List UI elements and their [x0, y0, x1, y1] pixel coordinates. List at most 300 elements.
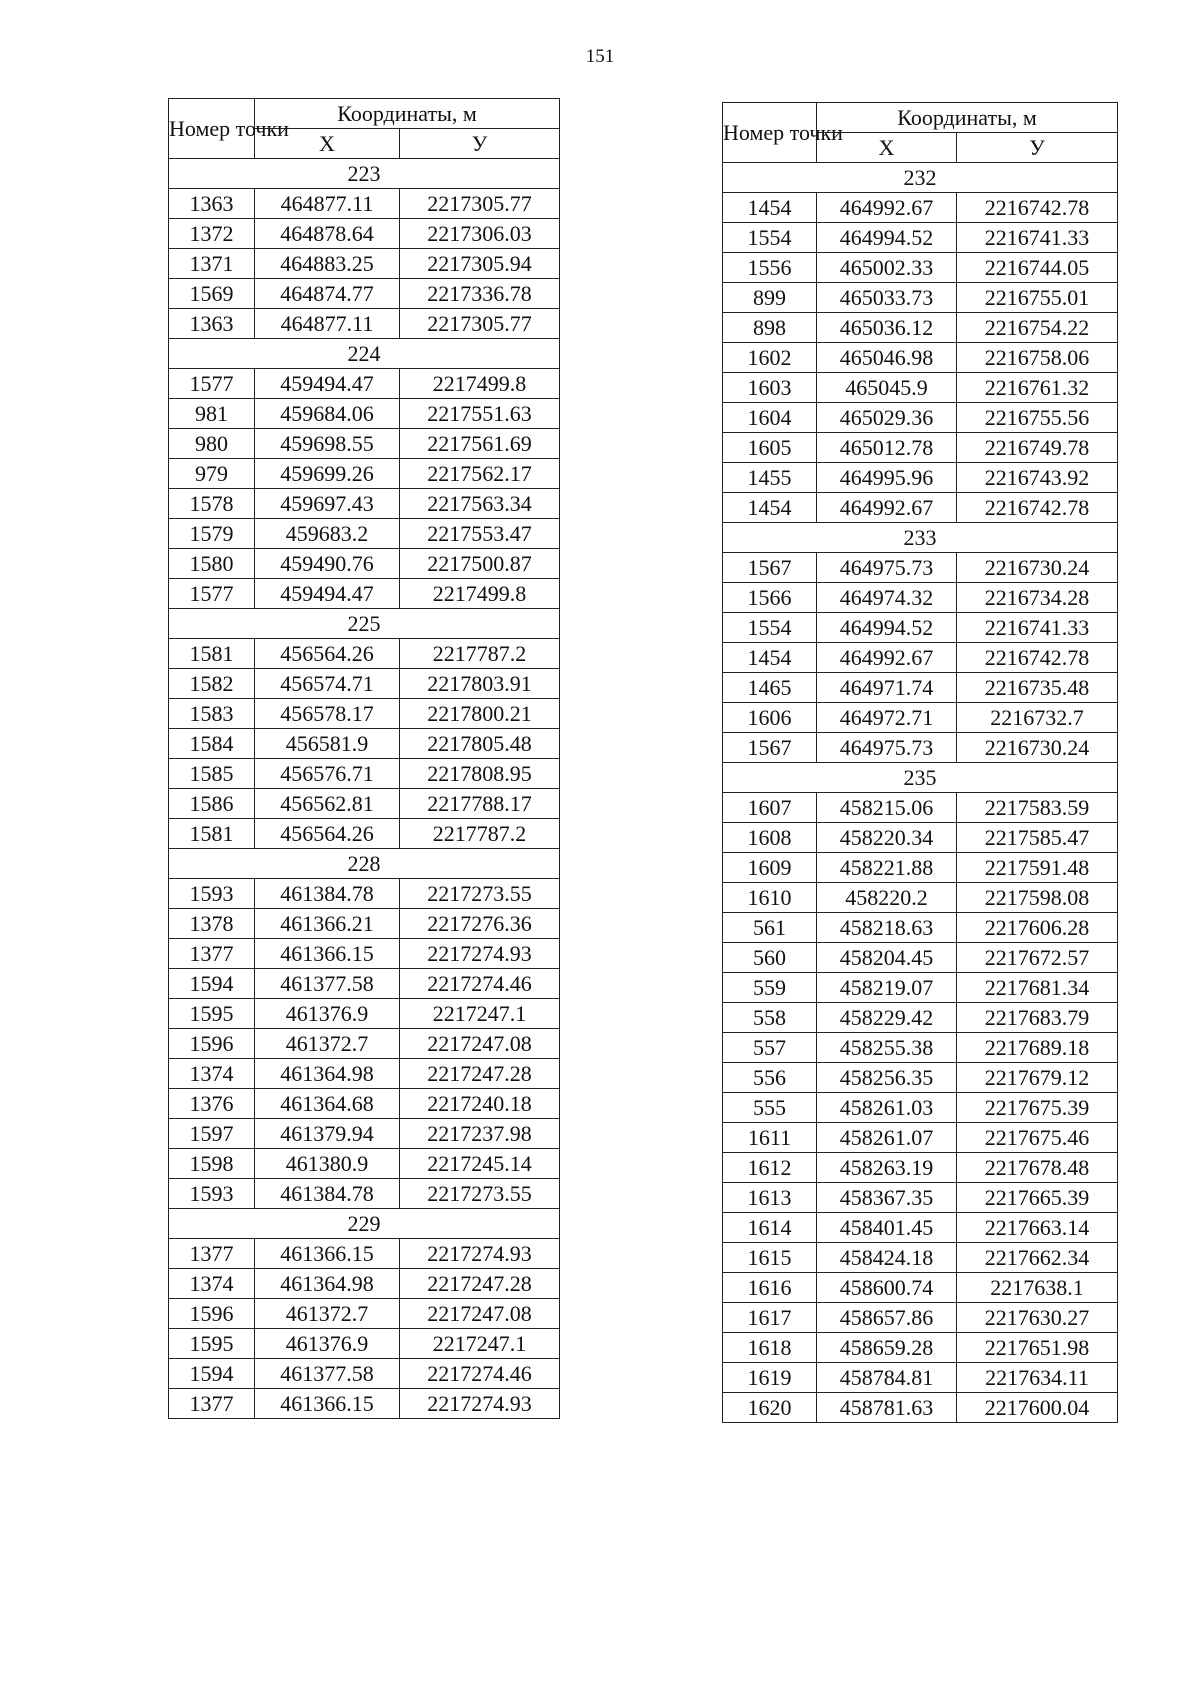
- point-number-cell: 1374: [169, 1269, 255, 1299]
- y-coordinate-cell: 2217274.46: [400, 969, 560, 999]
- point-number-cell: 1465: [723, 673, 817, 703]
- y-coordinate-cell: 2217499.8: [400, 369, 560, 399]
- table-row: [723, 1093, 1118, 1123]
- y-coordinate-cell: 2217598.08: [957, 883, 1118, 913]
- section-row: [723, 763, 1118, 793]
- table-row: [723, 403, 1118, 433]
- y-coordinate-cell: 2217247.1: [400, 1329, 560, 1359]
- y-coordinate-cell: 2217808.95: [400, 759, 560, 789]
- point-number-cell: 1594: [169, 1359, 255, 1389]
- y-header: У: [957, 133, 1118, 163]
- x-coordinate-cell: 459684.06: [255, 399, 400, 429]
- y-coordinate-cell: 2217247.08: [400, 1299, 560, 1329]
- table-row: [169, 1299, 560, 1329]
- section-number: 225: [169, 609, 560, 639]
- table-row: [723, 643, 1118, 673]
- y-coordinate-cell: 2217245.14: [400, 1149, 560, 1179]
- y-coordinate-cell: 2216741.33: [957, 613, 1118, 643]
- table-row: [723, 493, 1118, 523]
- x-coordinate-cell: 461364.68: [255, 1089, 400, 1119]
- point-number-cell: 558: [723, 1003, 817, 1033]
- table-row: [169, 1089, 560, 1119]
- point-number-cell: 1577: [169, 579, 255, 609]
- y-coordinate-cell: 2216749.78: [957, 433, 1118, 463]
- x-coordinate-cell: 464975.73: [817, 553, 957, 583]
- table-row: [169, 1179, 560, 1209]
- y-coordinate-cell: 2217805.48: [400, 729, 560, 759]
- table-row: [169, 459, 560, 489]
- y-coordinate-cell: 2217665.39: [957, 1183, 1118, 1213]
- table-row: [169, 879, 560, 909]
- x-coordinate-cell: 459699.26: [255, 459, 400, 489]
- point-number-cell: 1578: [169, 489, 255, 519]
- x-coordinate-cell: 458600.74: [817, 1273, 957, 1303]
- table-row: [723, 253, 1118, 283]
- x-coordinate-cell: 458218.63: [817, 913, 957, 943]
- table-row: [723, 1183, 1118, 1213]
- y-coordinate-cell: 2216741.33: [957, 223, 1118, 253]
- point-number-cell: 1596: [169, 1029, 255, 1059]
- point-number-cell: 1593: [169, 879, 255, 909]
- y-coordinate-cell: 2216755.56: [957, 403, 1118, 433]
- x-coordinate-cell: 465046.98: [817, 343, 957, 373]
- point-number-cell: 1582: [169, 669, 255, 699]
- table-row: [169, 999, 560, 1029]
- y-coordinate-cell: 2216742.78: [957, 493, 1118, 523]
- table-row: [169, 429, 560, 459]
- x-coordinate-cell: 458204.45: [817, 943, 957, 973]
- x-coordinate-cell: 464883.25: [255, 249, 400, 279]
- x-coordinate-cell: 464974.32: [817, 583, 957, 613]
- section-number: 233: [723, 523, 1118, 553]
- y-coordinate-cell: 2217562.17: [400, 459, 560, 489]
- y-coordinate-cell: 2217247.28: [400, 1269, 560, 1299]
- table-row: [169, 1029, 560, 1059]
- table-row: [169, 369, 560, 399]
- x-coordinate-cell: 459490.76: [255, 549, 400, 579]
- table-row: [723, 583, 1118, 613]
- x-coordinate-cell: 456581.9: [255, 729, 400, 759]
- x-coordinate-cell: 456576.71: [255, 759, 400, 789]
- point-number-cell: 1372: [169, 219, 255, 249]
- point-number-cell: 1586: [169, 789, 255, 819]
- y-coordinate-cell: 2216734.28: [957, 583, 1118, 613]
- point-number-cell: 1596: [169, 1299, 255, 1329]
- x-coordinate-cell: 461380.9: [255, 1149, 400, 1179]
- table-row: [723, 1213, 1118, 1243]
- x-coordinate-cell: 458784.81: [817, 1363, 957, 1393]
- table-row: [723, 913, 1118, 943]
- point-number-cell: 1363: [169, 189, 255, 219]
- x-coordinate-cell: 465029.36: [817, 403, 957, 433]
- point-number-cell: 1584: [169, 729, 255, 759]
- section-row: [723, 523, 1118, 553]
- x-coordinate-cell: 458367.35: [817, 1183, 957, 1213]
- y-coordinate-cell: 2217273.55: [400, 1179, 560, 1209]
- y-coordinate-cell: 2217563.34: [400, 489, 560, 519]
- section-row: [169, 609, 560, 639]
- table-body: [723, 163, 1118, 1423]
- y-coordinate-cell: 2217274.93: [400, 1239, 560, 1269]
- x-coordinate-cell: 459698.55: [255, 429, 400, 459]
- x-coordinate-cell: 458781.63: [817, 1393, 957, 1423]
- x-coordinate-cell: 461376.9: [255, 1329, 400, 1359]
- table-row: [723, 613, 1118, 643]
- table-row: [723, 1393, 1118, 1423]
- y-coordinate-cell: 2217274.93: [400, 939, 560, 969]
- point-number-header: Номер точки: [723, 103, 817, 163]
- point-number-cell: 1569: [169, 279, 255, 309]
- y-coordinate-cell: 2216743.92: [957, 463, 1118, 493]
- point-number-cell: 1597: [169, 1119, 255, 1149]
- x-coordinate-cell: 465045.9: [817, 373, 957, 403]
- x-coordinate-cell: 459494.47: [255, 579, 400, 609]
- point-number-cell: 899: [723, 283, 817, 313]
- table-row: [169, 729, 560, 759]
- y-coordinate-cell: 2216742.78: [957, 193, 1118, 223]
- point-number-cell: 1577: [169, 369, 255, 399]
- x-coordinate-cell: 461372.7: [255, 1029, 400, 1059]
- point-number-cell: 1603: [723, 373, 817, 403]
- point-number-cell: 1602: [723, 343, 817, 373]
- table-row: [169, 1329, 560, 1359]
- point-number-cell: 1613: [723, 1183, 817, 1213]
- point-number-cell: 1593: [169, 1179, 255, 1209]
- x-coordinate-cell: 465036.12: [817, 313, 957, 343]
- y-coordinate-cell: 2217663.14: [957, 1213, 1118, 1243]
- table-row: [169, 519, 560, 549]
- coordinates-table-right: [722, 102, 1118, 1423]
- x-coordinate-cell: 461379.94: [255, 1119, 400, 1149]
- table-row: [169, 489, 560, 519]
- x-coordinate-cell: 458659.28: [817, 1333, 957, 1363]
- point-number-cell: 559: [723, 973, 817, 1003]
- coordinates-header: Координаты, м: [255, 99, 560, 129]
- table-row: [169, 1359, 560, 1389]
- point-number-cell: 1604: [723, 403, 817, 433]
- table-row: [723, 1273, 1118, 1303]
- x-coordinate-cell: 458261.07: [817, 1123, 957, 1153]
- table-row: [723, 433, 1118, 463]
- table-row: [723, 1243, 1118, 1273]
- table-row: [169, 279, 560, 309]
- table-row: [169, 909, 560, 939]
- x-coordinate-cell: 458657.86: [817, 1303, 957, 1333]
- table-row: [169, 639, 560, 669]
- point-number-cell: 979: [169, 459, 255, 489]
- y-coordinate-cell: 2217247.28: [400, 1059, 560, 1089]
- x-coordinate-cell: 461376.9: [255, 999, 400, 1029]
- point-number-cell: 1609: [723, 853, 817, 883]
- x-coordinate-cell: 459697.43: [255, 489, 400, 519]
- y-coordinate-cell: 2217803.91: [400, 669, 560, 699]
- section-number: 232: [723, 163, 1118, 193]
- section-number: 229: [169, 1209, 560, 1239]
- table-row: [723, 373, 1118, 403]
- y-coordinate-cell: 2216761.32: [957, 373, 1118, 403]
- x-coordinate-cell: 464975.73: [817, 733, 957, 763]
- point-number-cell: 1611: [723, 1123, 817, 1153]
- table-row: [169, 399, 560, 429]
- x-coordinate-cell: 458215.06: [817, 793, 957, 823]
- table-row: [723, 1123, 1118, 1153]
- y-coordinate-cell: 2217305.77: [400, 309, 560, 339]
- y-coordinate-cell: 2216742.78: [957, 643, 1118, 673]
- section-number: 223: [169, 159, 560, 189]
- point-number-cell: 1554: [723, 223, 817, 253]
- table-row: [169, 669, 560, 699]
- point-number-cell: 1595: [169, 1329, 255, 1359]
- table-row: [723, 283, 1118, 313]
- x-coordinate-cell: 458256.35: [817, 1063, 957, 1093]
- table-row: [169, 1239, 560, 1269]
- coordinates-table-left: [168, 98, 560, 1419]
- table-row: [169, 1389, 560, 1419]
- y-coordinate-cell: 2216735.48: [957, 673, 1118, 703]
- point-number-cell: 898: [723, 313, 817, 343]
- x-coordinate-cell: 458219.07: [817, 973, 957, 1003]
- table-row: [723, 673, 1118, 703]
- point-number-cell: 1371: [169, 249, 255, 279]
- point-number-cell: 1376: [169, 1089, 255, 1119]
- table-row: [169, 789, 560, 819]
- y-coordinate-cell: 2217553.47: [400, 519, 560, 549]
- y-coordinate-cell: 2217237.98: [400, 1119, 560, 1149]
- table-row: [723, 1333, 1118, 1363]
- y-coordinate-cell: 2217675.46: [957, 1123, 1118, 1153]
- table-row: [169, 189, 560, 219]
- y-coordinate-cell: 2217306.03: [400, 219, 560, 249]
- y-coordinate-cell: 2217585.47: [957, 823, 1118, 853]
- x-coordinate-cell: 461366.21: [255, 909, 400, 939]
- x-coordinate-cell: 458255.38: [817, 1033, 957, 1063]
- x-coordinate-cell: 458261.03: [817, 1093, 957, 1123]
- point-number-cell: 1378: [169, 909, 255, 939]
- table-row: [169, 309, 560, 339]
- x-coordinate-cell: 464971.74: [817, 673, 957, 703]
- x-coordinate-cell: 456564.26: [255, 819, 400, 849]
- point-number-cell: 1579: [169, 519, 255, 549]
- y-coordinate-cell: 2217634.11: [957, 1363, 1118, 1393]
- x-coordinate-cell: 456564.26: [255, 639, 400, 669]
- section-number: 228: [169, 849, 560, 879]
- y-coordinate-cell: 2217787.2: [400, 819, 560, 849]
- y-coordinate-cell: 2217651.98: [957, 1333, 1118, 1363]
- point-number-cell: 1617: [723, 1303, 817, 1333]
- y-coordinate-cell: 2217247.1: [400, 999, 560, 1029]
- table-row: [169, 1149, 560, 1179]
- x-coordinate-cell: 461366.15: [255, 939, 400, 969]
- point-number-cell: 1616: [723, 1273, 817, 1303]
- y-coordinate-cell: 2217336.78: [400, 279, 560, 309]
- table-row: [169, 549, 560, 579]
- x-coordinate-cell: 456578.17: [255, 699, 400, 729]
- x-coordinate-cell: 461366.15: [255, 1389, 400, 1419]
- table-row: [723, 883, 1118, 913]
- point-number-cell: 1614: [723, 1213, 817, 1243]
- x-coordinate-cell: 459494.47: [255, 369, 400, 399]
- y-coordinate-cell: 2217689.18: [957, 1033, 1118, 1063]
- table-row: [723, 553, 1118, 583]
- point-number-cell: 1612: [723, 1153, 817, 1183]
- y-coordinate-cell: 2216755.01: [957, 283, 1118, 313]
- x-coordinate-cell: 456562.81: [255, 789, 400, 819]
- table-row: [169, 1059, 560, 1089]
- table-row: [723, 703, 1118, 733]
- point-number-cell: 1620: [723, 1393, 817, 1423]
- table-row: [723, 853, 1118, 883]
- y-coordinate-cell: 2217675.39: [957, 1093, 1118, 1123]
- point-number-cell: 1615: [723, 1243, 817, 1273]
- x-coordinate-cell: 464992.67: [817, 193, 957, 223]
- point-number-cell: 1581: [169, 819, 255, 849]
- section-row: [169, 1209, 560, 1239]
- table-row: [169, 969, 560, 999]
- x-coordinate-cell: 458263.19: [817, 1153, 957, 1183]
- point-number-cell: 1455: [723, 463, 817, 493]
- point-number-cell: 1583: [169, 699, 255, 729]
- table-row: [723, 1063, 1118, 1093]
- point-number-cell: 1377: [169, 1389, 255, 1419]
- x-coordinate-cell: 464877.11: [255, 309, 400, 339]
- x-coordinate-cell: 461364.98: [255, 1269, 400, 1299]
- x-coordinate-cell: 461364.98: [255, 1059, 400, 1089]
- table-row: [723, 1363, 1118, 1393]
- x-coordinate-cell: 458220.2: [817, 883, 957, 913]
- x-coordinate-cell: 464874.77: [255, 279, 400, 309]
- point-number-cell: 1607: [723, 793, 817, 823]
- y-coordinate-cell: 2217800.21: [400, 699, 560, 729]
- table-row: [723, 1153, 1118, 1183]
- table-row: [169, 819, 560, 849]
- point-number-cell: 1374: [169, 1059, 255, 1089]
- x-coordinate-cell: 464877.11: [255, 189, 400, 219]
- x-coordinate-cell: 465033.73: [817, 283, 957, 313]
- table-row: [169, 939, 560, 969]
- point-number-cell: 1608: [723, 823, 817, 853]
- point-number-cell: 1567: [723, 553, 817, 583]
- table-row: [723, 943, 1118, 973]
- y-coordinate-cell: 2217591.48: [957, 853, 1118, 883]
- y-coordinate-cell: 2217600.04: [957, 1393, 1118, 1423]
- point-number-cell: 556: [723, 1063, 817, 1093]
- table-row: [723, 1003, 1118, 1033]
- point-number-cell: 1567: [723, 733, 817, 763]
- y-coordinate-cell: 2217787.2: [400, 639, 560, 669]
- y-coordinate-cell: 2217681.34: [957, 973, 1118, 1003]
- point-number-cell: 1554: [723, 613, 817, 643]
- x-coordinate-cell: 461377.58: [255, 969, 400, 999]
- x-coordinate-cell: 461384.78: [255, 1179, 400, 1209]
- y-coordinate-cell: 2217240.18: [400, 1089, 560, 1119]
- table-row: [723, 1033, 1118, 1063]
- y-coordinate-cell: 2217499.8: [400, 579, 560, 609]
- y-coordinate-cell: 2217630.27: [957, 1303, 1118, 1333]
- point-number-cell: 1610: [723, 883, 817, 913]
- x-coordinate-cell: 465002.33: [817, 253, 957, 283]
- point-number-cell: 1585: [169, 759, 255, 789]
- y-coordinate-cell: 2216732.7: [957, 703, 1118, 733]
- y-coordinate-cell: 2217247.08: [400, 1029, 560, 1059]
- table-row: [723, 223, 1118, 253]
- x-coordinate-cell: 456574.71: [255, 669, 400, 699]
- y-coordinate-cell: 2217273.55: [400, 879, 560, 909]
- point-number-cell: 1454: [723, 493, 817, 523]
- table-row: [723, 313, 1118, 343]
- y-coordinate-cell: 2216758.06: [957, 343, 1118, 373]
- x-coordinate-cell: 458229.42: [817, 1003, 957, 1033]
- y-coordinate-cell: 2217606.28: [957, 913, 1118, 943]
- x-coordinate-cell: 464992.67: [817, 643, 957, 673]
- point-number-cell: 1618: [723, 1333, 817, 1363]
- table-row: [723, 823, 1118, 853]
- section-row: [169, 849, 560, 879]
- table-row: [723, 463, 1118, 493]
- y-coordinate-cell: 2217305.94: [400, 249, 560, 279]
- section-row: [169, 339, 560, 369]
- x-coordinate-cell: 464878.64: [255, 219, 400, 249]
- table-row: [169, 249, 560, 279]
- point-number-cell: 1556: [723, 253, 817, 283]
- x-coordinate-cell: 461384.78: [255, 879, 400, 909]
- coordinates-header: Координаты, м: [817, 103, 1118, 133]
- y-coordinate-cell: 2217274.93: [400, 1389, 560, 1419]
- y-coordinate-cell: 2217638.1: [957, 1273, 1118, 1303]
- x-coordinate-cell: 461372.7: [255, 1299, 400, 1329]
- point-number-cell: 1581: [169, 639, 255, 669]
- y-coordinate-cell: 2217583.59: [957, 793, 1118, 823]
- point-number-cell: 1605: [723, 433, 817, 463]
- point-number-cell: 981: [169, 399, 255, 429]
- table-row: [169, 759, 560, 789]
- y-coordinate-cell: 2217679.12: [957, 1063, 1118, 1093]
- point-number-cell: 1619: [723, 1363, 817, 1393]
- section-row: [723, 163, 1118, 193]
- point-number-cell: 1454: [723, 643, 817, 673]
- y-coordinate-cell: 2217672.57: [957, 943, 1118, 973]
- table-row: [169, 699, 560, 729]
- y-coordinate-cell: 2216754.22: [957, 313, 1118, 343]
- section-row: [169, 159, 560, 189]
- y-coordinate-cell: 2217274.46: [400, 1359, 560, 1389]
- point-number-cell: 1598: [169, 1149, 255, 1179]
- table-row: [723, 343, 1118, 373]
- table-row: [169, 219, 560, 249]
- x-header: Х: [817, 133, 957, 163]
- point-number-header: Номер точки: [169, 99, 255, 159]
- point-number-cell: 980: [169, 429, 255, 459]
- y-coordinate-cell: 2216730.24: [957, 733, 1118, 763]
- y-header: У: [400, 129, 560, 159]
- table-row: [723, 973, 1118, 1003]
- y-coordinate-cell: 2217788.17: [400, 789, 560, 819]
- x-coordinate-cell: 458424.18: [817, 1243, 957, 1273]
- table-row: [169, 1119, 560, 1149]
- table-body: [169, 159, 560, 1419]
- x-coordinate-cell: 464972.71: [817, 703, 957, 733]
- table-row: [169, 1269, 560, 1299]
- point-number-cell: 1377: [169, 1239, 255, 1269]
- x-coordinate-cell: 464994.52: [817, 613, 957, 643]
- point-number-cell: 1377: [169, 939, 255, 969]
- table-row: [723, 793, 1118, 823]
- x-coordinate-cell: 465012.78: [817, 433, 957, 463]
- y-coordinate-cell: 2217678.48: [957, 1153, 1118, 1183]
- x-coordinate-cell: 464992.67: [817, 493, 957, 523]
- x-coordinate-cell: 459683.2: [255, 519, 400, 549]
- x-coordinate-cell: 458221.88: [817, 853, 957, 883]
- section-number: 224: [169, 339, 560, 369]
